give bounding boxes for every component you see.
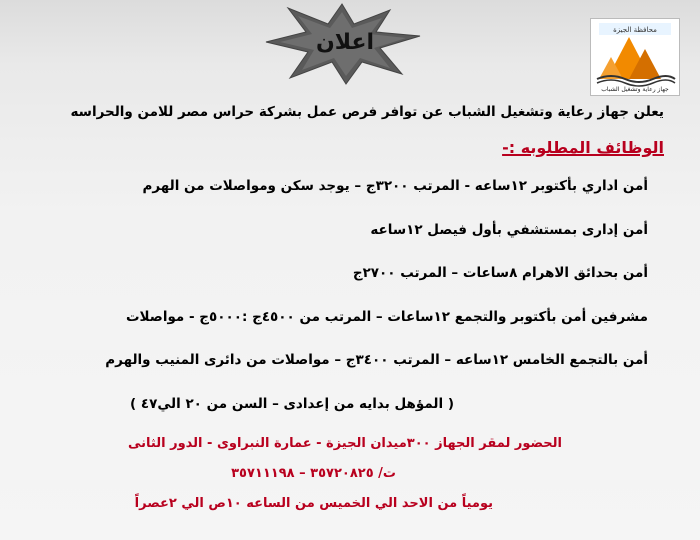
- jobs-heading: الوظائف المطلوبه :-: [502, 138, 664, 157]
- contact-phones: ت/ ٣٥٧٢٠٨٢٥ – ٣٥٧١١١٩٨: [231, 466, 396, 481]
- banner-title: اعلان: [315, 30, 375, 55]
- contact-address: الحضور لمقر الجهاز ٣٠٠ميدان الجيزة - عمارة النبراوى - الدور الثانى: [128, 436, 562, 451]
- job-item: أمن اداري بأكتوبر ١٢ساعه - المرتب ٣٢٠٠ج – يوجد سكن ومواصلات من الهرم: [142, 178, 648, 194]
- logo-caption-bottom: جهاز رعاية وتشغيل الشباب: [601, 86, 669, 93]
- job-item: مشرفين أمن بأكتوبر والتجمع ١٢ساعات – المرتب من ٤٥٠٠ج :٥٠٠٠ج - مواصلات: [125, 309, 648, 325]
- organization-logo: [590, 18, 680, 96]
- qualification-note: ( المؤهل بدايه من إعدادى – السن من ٢٠ الي٤٧ ): [130, 396, 454, 412]
- job-item: أمن بالتجمع الخامس ١٢ساعه – المرتب ٣٤٠٠ج – مواصلات من دائرى المنيب والهرم: [105, 352, 648, 368]
- announcement-intro: يعلن جهاز رعاية وتشغيل الشباب عن توافر فرص عمل بشركة حراس مصر للامن والحراسه: [70, 104, 664, 120]
- pyramids-logo-icon: [591, 19, 679, 95]
- job-item: أمن بحدائق الاهرام ٨ساعات – المرتب ٢٧٠٠ج: [352, 265, 648, 281]
- contact-hours: يومياً من الاحد الي الخميس من الساعه ١٠ص الي ٢عصراً: [134, 496, 493, 511]
- job-item: أمن إدارى بمستشفي بأول فيصل ١٢ساعه: [370, 222, 648, 238]
- logo-caption-top: محافظة الجيزة: [613, 26, 657, 34]
